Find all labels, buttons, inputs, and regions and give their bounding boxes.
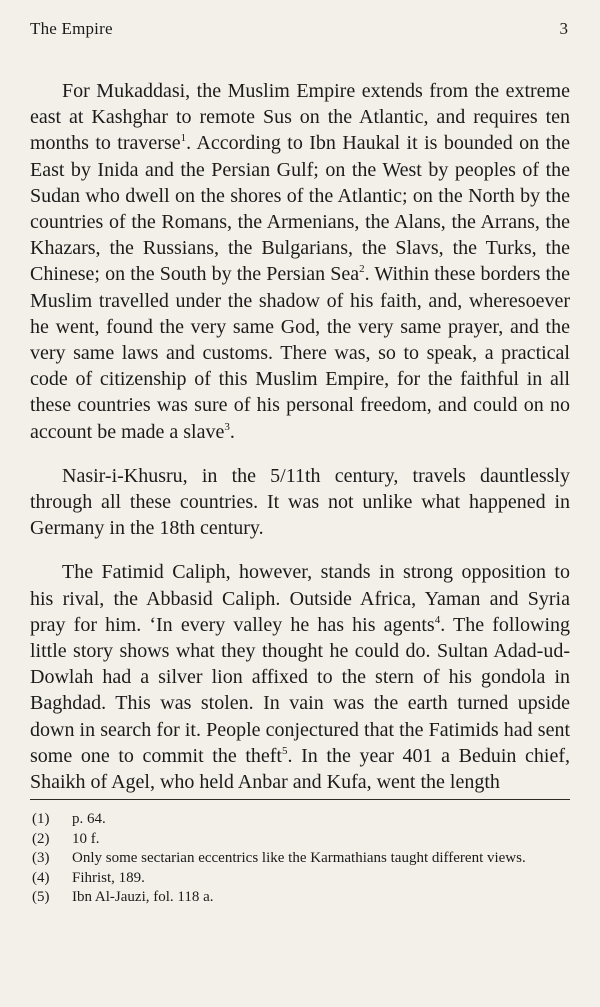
footnote-text: p. 64.	[72, 811, 106, 828]
text-run: . According to Ibn Haukal it is bounded on the East by Inida and the Persian Gulf; on the West by peoples of the Sudan who dwell on the shores of the Atlantic; on the North by the countries of the Romans, the Armenians, the Alans, the Arrans, the Khazars, the Russians, the Bulgarians, the Slavs, the Turks, the Chinese; on the South by the Persian Sea	[30, 132, 571, 286]
text-run: . The following little story shows what they thought he could do. Sultan Adad-ud-Dowlah had a silver lion affixed to the stern of his gondola in Baghdad. This was stolen. In vain was the earth turned upside down in search for it. People conjectured that the Fatimids had sent some one to commit the theft	[30, 613, 571, 767]
body-text	[30, 78, 570, 795]
footnote-mark: (5)	[32, 889, 50, 906]
footnote-ref: 1	[180, 132, 187, 145]
footnote-text: Ibn Al-Jauzi, fol. 118 a.	[72, 889, 214, 906]
footnote-ref: 3	[224, 420, 230, 433]
text-run: For Mukaddasi, the Muslim Empire extends from the extreme east at Kashghar to remote Sus on the Atlantic, and requires ten months to traverse	[30, 80, 570, 155]
text-run: . In the year 401 a Beduin chief, Shaikh of Agel, who held Anbar and Kufa, went the length	[30, 744, 570, 794]
running-head	[30, 18, 570, 40]
running-title: The Empire	[30, 19, 113, 38]
footnote	[32, 810, 570, 830]
footnote	[32, 830, 570, 850]
text-run: . Within these borders the Muslim travelled under the shadow of his faith, and, wheresoever he went, found the very same God, the very same prayer, and the very same laws and customs. There was, so to speak, a practical code of citizenship of this Muslim Empire, for the faithful in all these countries was sure of his personal freedom, and could on no account be made a slave	[30, 263, 570, 443]
footnote-ref: 5	[281, 744, 288, 757]
footnote-mark: (4)	[32, 869, 50, 886]
footnotes	[30, 810, 570, 908]
text-run: .	[229, 420, 235, 443]
paragraph	[30, 559, 570, 795]
text-run: Nasir-i-Khusru, in the 5/11th century, travels dauntlessly through all these countries. It was not unlike what happened in Germany in the 18th century.	[30, 464, 570, 540]
footnote	[32, 849, 570, 869]
footnote-rule	[30, 799, 570, 800]
footnote-mark: (3)	[32, 850, 50, 867]
footnote-mark: (1)	[32, 811, 50, 828]
page-number: 3	[559, 19, 568, 38]
footnote-mark: (2)	[32, 830, 50, 847]
footnote-ref: 4	[434, 613, 441, 626]
footnote	[32, 888, 570, 908]
text-run: The Fatimid Caliph, however, stands in strong opposition to his rival, the Abbasid Caliph. Outside Africa, Yaman and Syria pray for him. ‘In every valley he has his agents	[30, 561, 570, 636]
footnote-ref: 2	[359, 263, 365, 276]
footnote-text: Fihrist, 189.	[72, 869, 145, 886]
paragraph	[30, 78, 570, 445]
paragraph	[30, 463, 570, 542]
footnote	[32, 869, 570, 889]
footnote-text: 10 f.	[72, 830, 100, 847]
footnote-text: Only some sectarian eccentrics like the Karmathians taught different views.	[72, 850, 526, 867]
